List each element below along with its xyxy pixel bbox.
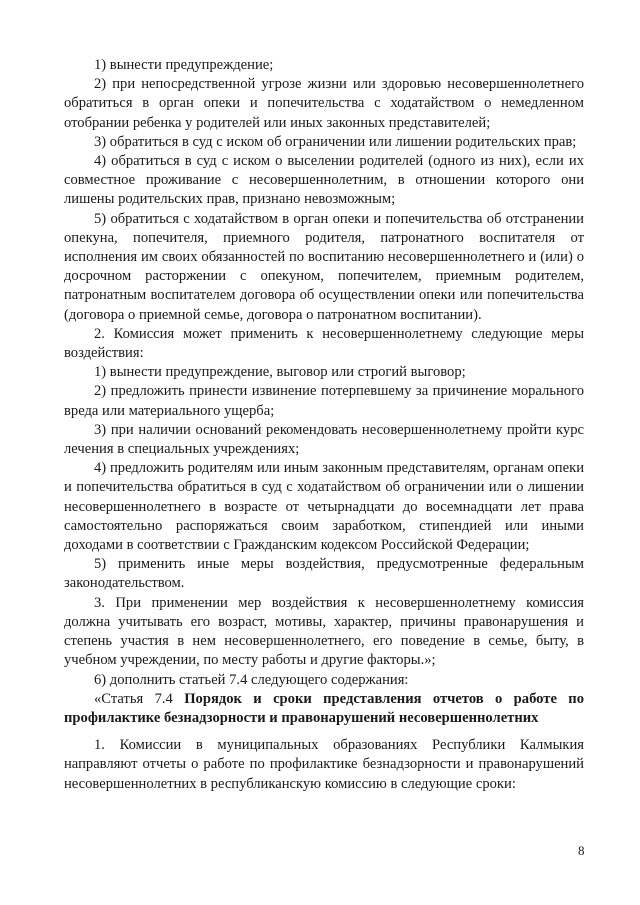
- paragraph-10: 4) предложить родителям или иным законным представителям, органам опеки и попечительства обратиться в суд с ходатайством об ограничении или о лишении несовершеннолетнего в возрасте от четырнадцати до восемнадцати лет права самостоятельно распоряжаться своим заработком, стипендией или иными доходами в соответствии с Гражданским кодексом Российской Федерации;: [64, 460, 584, 554]
- paragraph-1: 1) вынести предупреждение;: [94, 57, 274, 73]
- paragraph-9: 3) при наличии оснований рекомендовать несовершеннолетнему пройти курс лечения в специальных учреждениях;: [64, 421, 584, 458]
- paragraph-12: 3. При применении мер воздействия к несовершеннолетнему комиссия должна учитывать его возраст, мотивы, характер, причины правонарушения и степень участия в нем несовершеннолетнего, его поведение в семье, быту, в учебном учреждении, по месту работы и другие факторы.»;: [64, 594, 584, 669]
- article-heading-title: Порядок и сроки представления отчетов о работе по профилактике безнадзорности и правонарушений несовершеннолетних: [64, 690, 584, 726]
- paragraph-6: 2. Комиссия может применить к несовершеннолетнему следующие меры воздействия:: [64, 325, 584, 362]
- article-heading-prefix: «Статья 7.4: [94, 690, 185, 707]
- article-heading: [64, 690, 584, 728]
- paragraph-4: 4) обратиться в суд с иском о выселении родителей (одного из них), если их совместное проживание с несовершеннолетним, в отношении которого они лишены родительских прав, признано невозможным;: [64, 153, 584, 208]
- article-paragraph-1: 1. Комиссии в муниципальных образованиях Республики Калмыкия направляют отчеты о работе по профилактике безнадзорности и правонарушений несовершеннолетних в республиканскую комиссию в следующие сроки:: [64, 737, 584, 792]
- paragraph-5: 5) обратиться с ходатайством в орган опеки и попечительства об отстранении опекуна, попечителя, приемного родителя, патронатного воспитателя от исполнения им своих обязанностей по воспитанию несовершеннолетнего и (или) о досрочном расторжении с опекуном, попечителем, приемным родителем, патронатным воспитателем договора об осуществлении опеки или попечительства (договора о приемной семье, договора о патронатном воспитании).: [64, 210, 584, 323]
- paragraph-7: 1) вынести предупреждение, выговор или строгий выговор;: [94, 364, 466, 381]
- page-number: 8: [578, 843, 585, 858]
- paragraph-2: 2) при непосредственной угрозе жизни или здоровью несовершеннолетнего обратиться в орган опеки и попечительства с ходатайством о немедленном отобрании ребенка у родителей или иных законных представителей;: [64, 76, 584, 131]
- paragraph-8: 2) предложить принести извинение потерпевшему за причинение морального вреда или материального ущерба;: [64, 383, 584, 419]
- document-page: [64, 56, 584, 794]
- paragraph-13: 6) дополнить статьей 7.4 следующего содержания:: [94, 671, 409, 688]
- paragraph-3: 3) обратиться в суд с иском об ограничении или лишении родительских прав;: [94, 133, 577, 150]
- paragraph-11: 5) применить иные меры воздействия, предусмотренные федеральным законодательством.: [64, 556, 584, 592]
